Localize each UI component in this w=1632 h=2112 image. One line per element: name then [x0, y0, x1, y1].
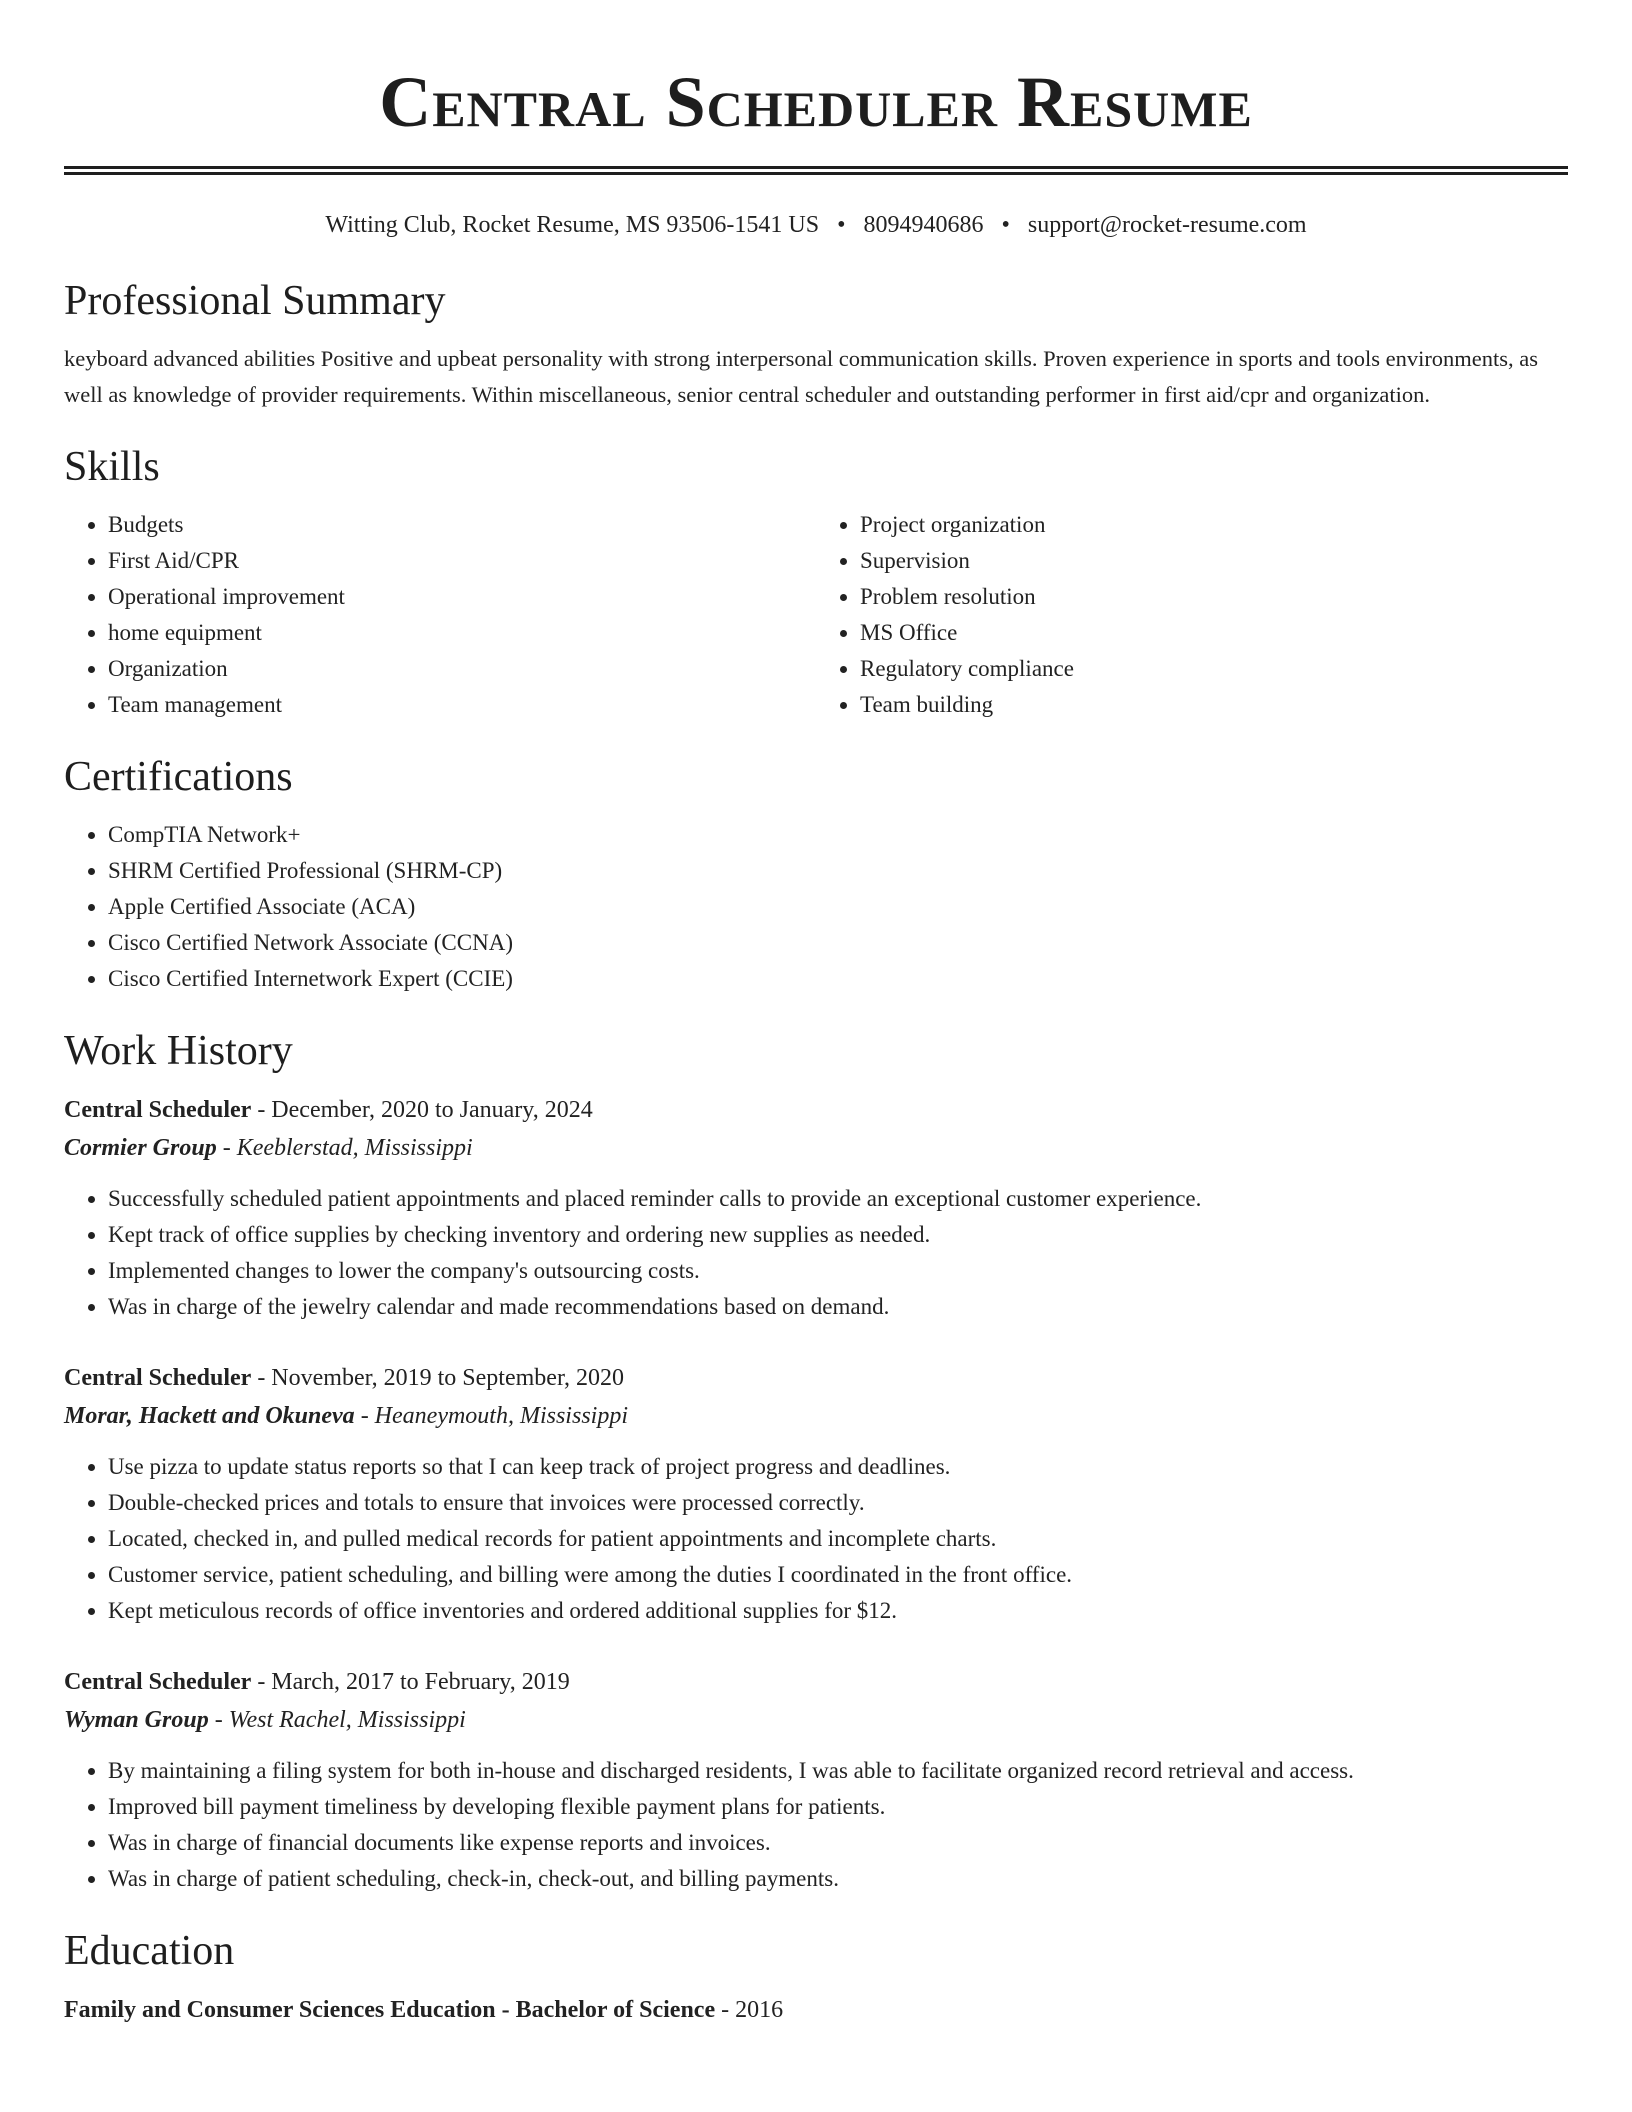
job-bullet: • Was in charge of the jewelry calendar and made recommendations based on demand. — [108, 1289, 1568, 1325]
contact-email: support@rocket-resume.com — [1027, 212, 1307, 238]
work-history-heading: Work History — [64, 1028, 293, 1074]
job-company-line — [64, 1129, 1568, 1167]
job-title-line — [64, 1091, 1568, 1129]
resume-title: Central Scheduler Resume — [379, 62, 1253, 142]
job-bullet: • Was in charge of patient scheduling, check-in, check-out, and billing payments. — [108, 1861, 1568, 1897]
skill-item: • Regulatory compliance — [860, 651, 1568, 687]
job-bullets — [64, 1449, 1568, 1629]
job-location: - Heaneymouth, Mississippi — [354, 1403, 628, 1429]
job-company: Wyman Group — [64, 1707, 209, 1733]
job-bullet: • Located, checked in, and pulled medical records for patient appointments and incomplete charts. — [108, 1521, 1568, 1557]
certification-item: • Cisco Certified Internetwork Expert (CCIE) — [108, 961, 1568, 997]
certification-item: • SHRM Certified Professional (SHRM-CP) — [108, 853, 1568, 889]
education-year: - 2016 — [715, 1997, 784, 2023]
job-bullet: • Successfully scheduled patient appointments and placed reminder calls to provide an exceptional customer experience. — [108, 1181, 1568, 1217]
skills-heading: Skills — [64, 444, 160, 490]
skills-list-left — [64, 507, 816, 723]
job-bullet: • Improved bill payment timeliness by developing flexible payment plans for patients. — [108, 1789, 1568, 1825]
job-location: - West Rachel, Mississippi — [208, 1707, 466, 1733]
job-title-line — [64, 1359, 1568, 1397]
skill-item: • Team management — [108, 687, 816, 723]
skill-item: • home equipment — [108, 615, 816, 651]
job-bullets — [64, 1181, 1568, 1325]
skill-item: • Supervision — [860, 543, 1568, 579]
job-company-line — [64, 1397, 1568, 1435]
job-dates: - March, 2017 to February, 2019 — [251, 1669, 570, 1695]
skill-item: • Organization — [108, 651, 816, 687]
skill-item: • First Aid/CPR — [108, 543, 816, 579]
skill-item: • MS Office — [860, 615, 1568, 651]
job-bullet: • By maintaining a filing system for both in-house and discharged residents, I was able to facilitate organized record retrieval and access. — [108, 1753, 1568, 1789]
job-bullet: • Kept meticulous records of office inventories and ordered additional supplies for $12. — [108, 1593, 1568, 1629]
job-company-line — [64, 1701, 1568, 1739]
contact-separator: • — [1001, 212, 1010, 238]
summary-text: keyboard advanced abilities Positive and upbeat personality with strong interpersonal communication skills. Proven experience in sports and tools environments, as well as knowledge of provider requirements. Within miscellaneous, senior central scheduler and outstanding performer in first aid/cpr and organization. — [64, 346, 1539, 407]
job-bullets — [64, 1753, 1568, 1897]
certification-item: • Apple Certified Associate (ACA) — [108, 889, 1568, 925]
job-dates: - November, 2019 to September, 2020 — [251, 1365, 624, 1391]
contact-line — [64, 209, 1568, 241]
job-bullet: • Customer service, patient scheduling, and billing were among the duties I coordinated in the front office. — [108, 1557, 1568, 1593]
job-company: Cormier Group — [64, 1135, 217, 1161]
job-role: Central Scheduler — [64, 1365, 252, 1391]
job-role: Central Scheduler — [64, 1097, 252, 1123]
education-degree: Family and Consumer Sciences Education - Bachelor of Science — [64, 1997, 716, 2023]
job-entry — [64, 1091, 1568, 1325]
skill-item: • Budgets — [108, 507, 816, 543]
job-location: - Keeblerstad, Mississippi — [216, 1135, 473, 1161]
summary-heading: Professional Summary — [64, 278, 446, 324]
certifications-list — [64, 817, 1568, 997]
education-section — [64, 1925, 1568, 2029]
job-bullet: • Kept track of office supplies by checking inventory and ordering new supplies as needed. — [108, 1217, 1568, 1253]
contact-address: Witting Club, Rocket Resume, MS 93506-1541 US — [325, 212, 820, 238]
education-heading: Education — [64, 1928, 235, 1974]
job-company: Morar, Hackett and Okuneva — [64, 1403, 355, 1429]
job-bullet: • Was in charge of financial documents like expense reports and invoices. — [108, 1825, 1568, 1861]
job-bullet: • Implemented changes to lower the company's outsourcing costs. — [108, 1253, 1568, 1289]
job-title-line — [64, 1663, 1568, 1701]
job-dates: - December, 2020 to January, 2024 — [251, 1097, 593, 1123]
job-bullet: • Use pizza to update status reports so that I can keep track of project progress and deadlines. — [108, 1449, 1568, 1485]
contact-separator: • — [837, 212, 846, 238]
skill-item: • Team building — [860, 687, 1568, 723]
job-entry — [64, 1359, 1568, 1629]
skill-item: • Project organization — [860, 507, 1568, 543]
certification-item: • CompTIA Network+ — [108, 817, 1568, 853]
skills-grid — [64, 493, 1568, 723]
skill-item: • Operational improvement — [108, 579, 816, 615]
education-entry — [64, 1991, 1568, 2029]
skills-list-right — [816, 507, 1568, 723]
contact-phone: 8094940686 — [863, 212, 984, 238]
job-role: Central Scheduler — [64, 1669, 252, 1695]
skill-item: • Problem resolution — [860, 579, 1568, 615]
job-bullet: • Double-checked prices and totals to ensure that invoices were processed correctly. — [108, 1485, 1568, 1521]
title-divider — [64, 166, 1568, 175]
certification-item: • Cisco Certified Network Associate (CCNA) — [108, 925, 1568, 961]
summary-section — [64, 275, 1568, 413]
job-entry — [64, 1663, 1568, 1897]
work-history-section — [64, 1025, 1568, 1897]
certifications-section — [64, 751, 1568, 997]
certifications-heading: Certifications — [64, 754, 293, 800]
skills-section — [64, 441, 1568, 723]
